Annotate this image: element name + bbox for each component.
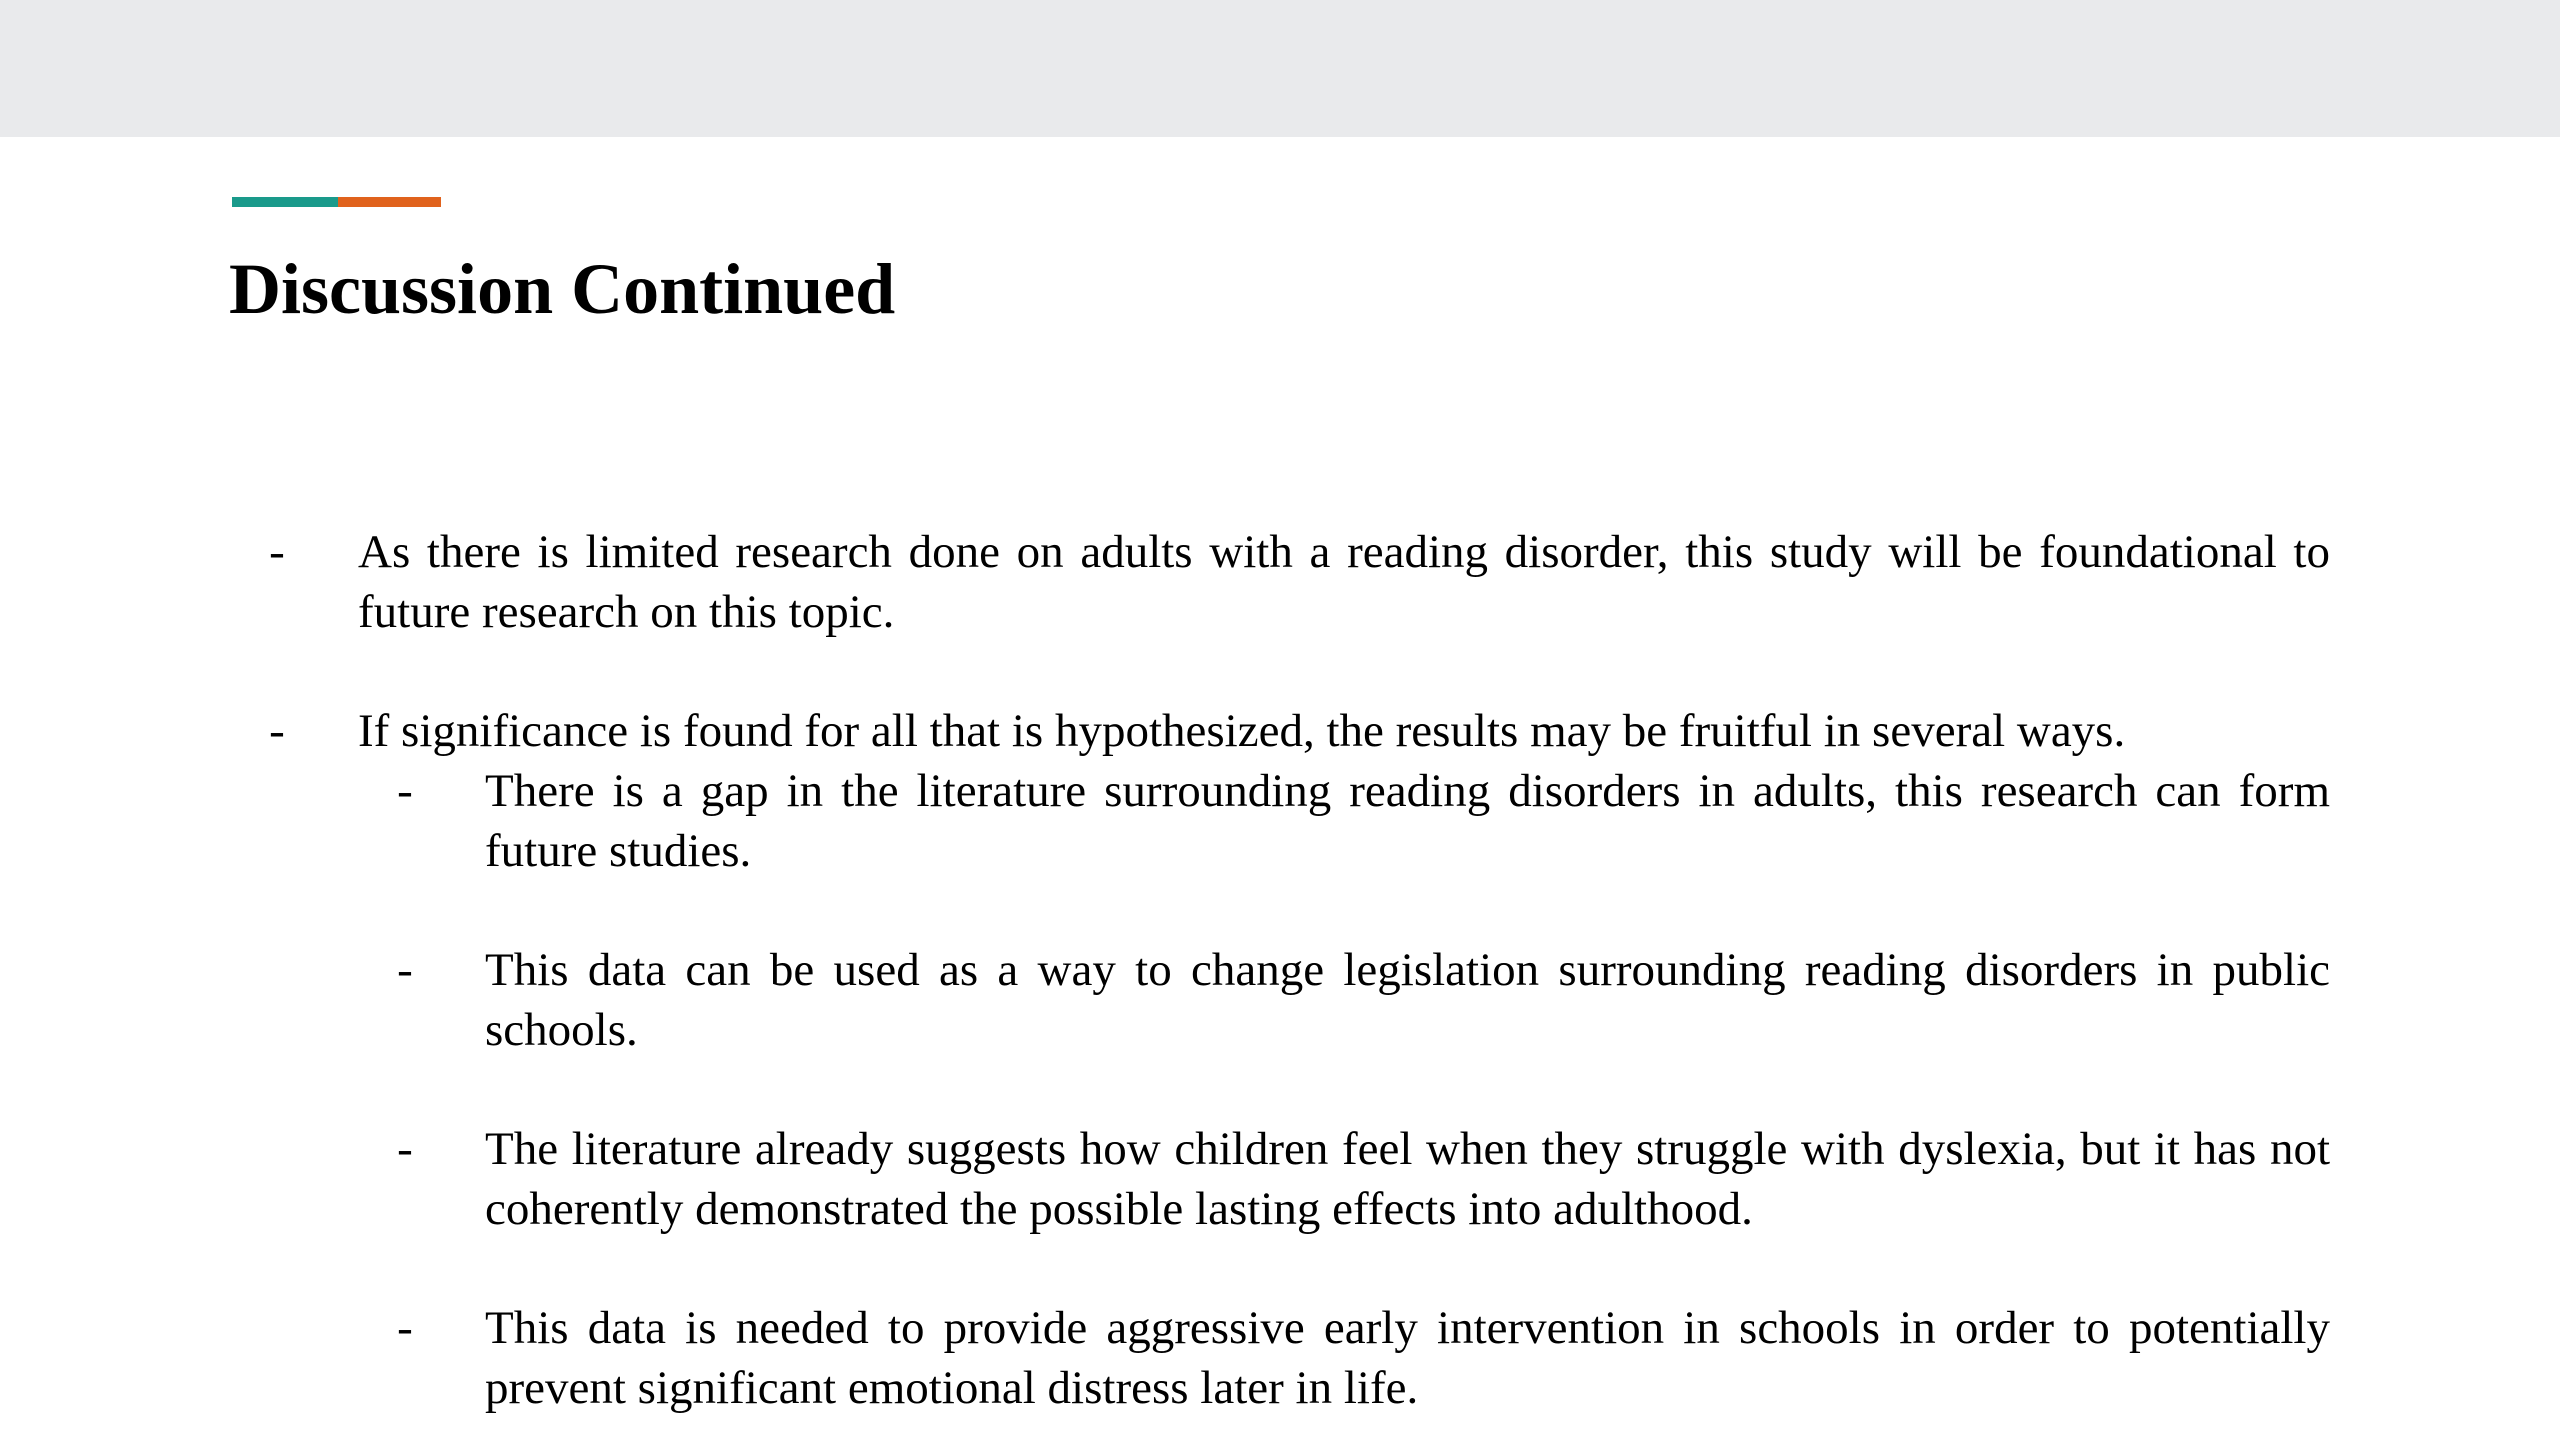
slide-title: Discussion Continued [229, 249, 896, 329]
sub-bullet-marker: - [397, 1123, 413, 1175]
accent-teal-segment [232, 197, 338, 207]
bullet-marker: - [269, 705, 285, 757]
sub-bullet-text: This data is needed to provide aggressive early intervention in schools in order to potentially prevent significant emotional distress later in life. [485, 1302, 2330, 1414]
title-accent-bar [232, 197, 441, 207]
sub-bullet-text: There is a gap in the literature surrounding reading disorders in adults, this research can form future studies. [485, 765, 2330, 877]
bullet-text: As there is limited research done on adults with a reading disorder, this study will be foundational to future research on this topic. [358, 526, 2330, 638]
sub-bullet-text: This data can be used as a way to change legislation surrounding reading disorders in public schools. [485, 944, 2330, 1056]
sub-bullet-marker: - [397, 1302, 413, 1354]
sub-bullet-marker: - [397, 944, 413, 996]
bullet-text: If significance is found for all that is hypothesized, the results may be fruitful in several ways. [358, 705, 2126, 757]
accent-orange-segment [338, 197, 441, 207]
bullet-marker: - [269, 526, 285, 578]
top-bar [0, 0, 2560, 137]
sub-bullet-marker: - [397, 765, 413, 817]
sub-bullet-text: The literature already suggests how children feel when they struggle with dyslexia, but it has not coherently demonstrated the possible lasting effects into adulthood. [485, 1123, 2330, 1235]
